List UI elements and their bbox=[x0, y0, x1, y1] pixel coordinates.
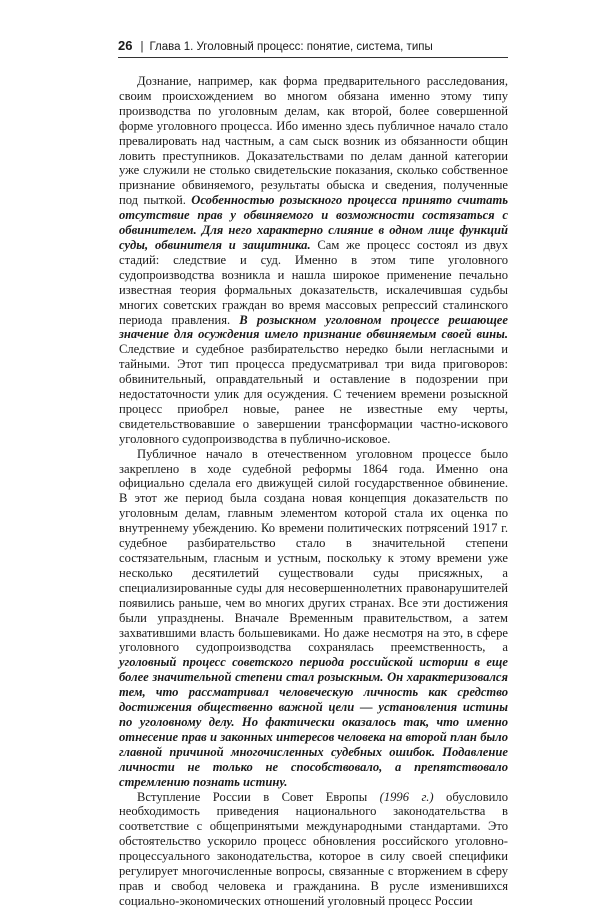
paragraph-1 bbox=[119, 74, 508, 447]
italic-date: (1996 г.) bbox=[379, 789, 434, 804]
text-segment: Публичное начало в отечественном уголовном процессе было закреплено в ходе судебной реформы 1864 года. Именно она официально сделала его движущей силой государственное обвинение. В этот же период была создана новая концепция доказательств по уголовным делам, главным элементом которой стала их оценка по внутреннему убеждению. Ко времени политических потрясений 1917 г. судебное разбирательство стало в значительной степени состязательным, гласным и устным, поскольку к этому времени уже несколько десятилетий существовали суды присяжных, а специализированные суды для несовершеннолетних правонарушителей появились раньше, чем во многих других странах. Все эти достижения были упразднены. Вначале Временным правительством, а затем захватившими власть большевиками. Но даже несмотря на это, в сфере уголовного судопроизводства сохранялась преемственность, а bbox=[119, 446, 508, 655]
page-number: 26 bbox=[118, 38, 133, 53]
body-text bbox=[119, 74, 508, 909]
chapter-title: Глава 1. Уголовный процесс: понятие, система, типы bbox=[149, 41, 433, 53]
emphasized-text: В розыскном уголовном процессе решающее значение для осуждения имело признание обвиняемым своей вины. bbox=[119, 312, 508, 342]
emphasized-text: Особенностью розыскного процесса принято считать отсутствие прав у обвиняемого и возможности состязаться с обвинителем. Для него характерно слияние в одном лице функций суды, обвинителя и защитника. bbox=[119, 193, 508, 252]
paragraph-3 bbox=[119, 790, 508, 909]
text-segment: Следствие и судебное разбирательство нередко были негласными и тайными. Этот тип процесса предусматривал три вида приговоров: обвинительный, оправдательный и оставление в подозрении при недостаточности улик для осуждения. С течением времени розыскной процесс приобрел новые, ранее не известные ему черты, свидетельствовавшие о завершении трансформации частно-искового уголовного судопроизводства в публично-исковое. bbox=[119, 342, 508, 446]
text-segment: Дознание, например, как форма предварительного расследования, своим происхождением во многом обязана именно этому типу производства по уголовным делам, как второй, более совершенной форме уголовного процесса. Ибо именно здесь публичное начало стало превалировать над частным, а сам сыск возник из обязанности общин ловить преступников. Доказательствами по делам данной категории уже служили не столько свидетельские показания, сколько собственное признание обвиняемого, результаты обыска и сведения, полученные под пыткой. bbox=[119, 74, 508, 208]
text-segment: обусловило необходимость приведения национального законодательства в соответствие с общепринятыми международными стандартами. Это обстоятельство ускорило процесс обновления российского уголовно-процессуального законодательства, которое в силу своей специфики регулирует многочисленные вопросы, связанные с вторжением в сферу прав и свобод человека и гражданина. В русле изменившихся социально-экономических отношений уголовный процесс России bbox=[119, 789, 509, 908]
text-segment: Вступление России в Совет Европы bbox=[137, 789, 380, 804]
paragraph-2 bbox=[119, 447, 508, 790]
emphasized-text: уголовный процесс советского периода российской истории в еще более значительной степени стал розыскным. Он характеризовался тем, что рассматривал человеческую личность как средство достижения общественно важной цели — установления истины по уголовному делу. Но фактически оказалось так, что именно отнесение прав и законных интересов человека на второй план было главной причиной многочисленных судебных ошибок. Подавление личности не только не способствовало, а препятствовало стремлению познать истину. bbox=[119, 655, 508, 789]
text-segment: Сам же процесс состоял из двух стадий: следствие и суд. Именно в этом типе уголовного судопроизводства возникла и нашла широкое применение печально известная теория формальных доказательств, искалечившая судьбы многих советских граждан во время массовых репрессий сталинского периода правления. bbox=[119, 237, 509, 327]
header-separator: | bbox=[140, 41, 144, 53]
running-header bbox=[118, 38, 508, 58]
